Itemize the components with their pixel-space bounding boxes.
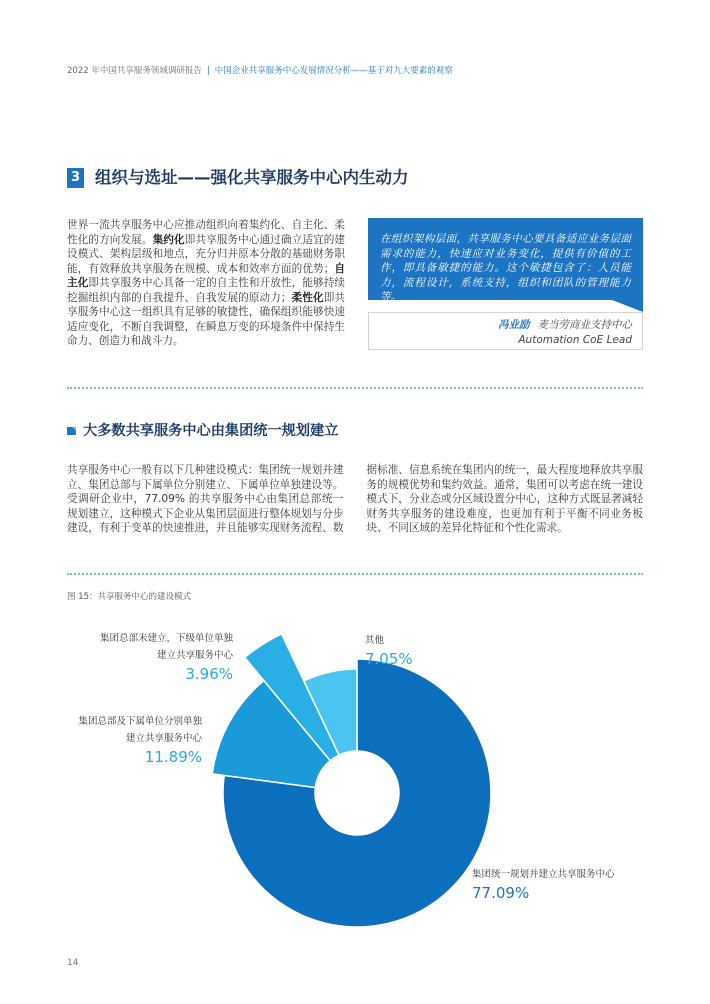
- page-number: 14: [67, 958, 79, 968]
- dotted-divider: [67, 573, 643, 575]
- intro-keyword-flexibility: 柔性化: [291, 291, 324, 304]
- pie-value-label: 77.09%: [472, 884, 530, 902]
- speaker-organization: 麦当劳商业支持中心: [537, 319, 632, 331]
- speaker-name: 冯业励: [498, 319, 530, 331]
- pie-value-label: 3.96%: [185, 665, 233, 683]
- intro-keyword-consolidation: 集约化: [152, 233, 185, 246]
- pie-label-line: 其他: [365, 635, 385, 646]
- section-number-badge: 3: [67, 168, 84, 188]
- intro-text: 即共享服务中心具备一定的自主性和开放性，能够持续挖掘组织内部的自我提升、自我发展的原动力；: [67, 277, 346, 304]
- speaker-title: Automation CoE Lead: [518, 333, 632, 346]
- figure-caption: 图 15：共享服务中心的建设模式: [67, 592, 192, 602]
- section-title: 组织与选址——强化共享服务中心内生动力: [95, 168, 409, 187]
- quote-attribution: [368, 312, 643, 350]
- pie-label-line: 建立共享服务中心: [156, 650, 233, 661]
- intro-text: 即共享服务中心这一组织具有足够的敏捷性，确保组织能够快速适应变化，不断自我调整，在瞬息万变的环境条件中保持生命力、创造力和战斗力。: [67, 291, 346, 347]
- subsection-body: 共享服务中心一般有以下几种建设模式：集团统一规划并建立、集团总部与下属单位分别建立、下属单位单独建设等。受调研企业中，77.09% 的共享服务中心由集团总部统一规划建立，这种模式下企业从集团层面进行整体规划与分步建设，有利于变革的快速推进，并且能够实现财务流程、数据标准、信息系统在集团内的统一，最大程度地释放共享服务的规模优势和集约效益。通常，集团可以考虑在统一建设模式下，分业态或分区域设置分中心，这种方式既显著减轻财务共享服务的建设难度，也更加有利于平衡不同业务板块、不同区域的差异化特征和个性化需求。: [67, 464, 643, 535]
- pie-value-label: 7.05%: [365, 650, 413, 668]
- pie-label-subsidiaries-only: [100, 630, 233, 684]
- intro-text: 即共享服务中心通过确立适宜的建设模式、架构层级和地点，充分归并原本分散的基础财务职能，有效释放共享服务在规模、成本和效率方面的优势；: [67, 233, 346, 275]
- header-separator: |: [206, 66, 210, 76]
- intro-keyword-autonomy: 自主化: [67, 262, 346, 289]
- pull-quote-text: 在组织架构层面，共享服务中心要具备适应业务层面需求的能力，快速应对业务变化，提供有价值的工作，即具备敏捷的能力。这个敏捷包含了：人员能力，流程设计，系统支持，组织和团队的管理能力等。: [380, 233, 631, 303]
- subsection-bullet-icon: [67, 427, 76, 435]
- pie-label-other: [365, 632, 413, 669]
- pie-label-hq-and-subsidiaries: [78, 713, 202, 767]
- pull-quote-tail: [612, 300, 643, 312]
- chapter-title: 中国企业共享服务中心发展情况分析——基于对九大要素的观察: [214, 66, 453, 76]
- attribution-line: [369, 318, 632, 333]
- dotted-divider: [67, 387, 643, 389]
- section-intro-paragraph: [67, 218, 345, 349]
- running-header: [67, 65, 453, 77]
- subsection-title: 大多数共享服务中心由集团统一规划建立: [83, 423, 339, 439]
- pull-quote: [368, 218, 643, 303]
- pie-label-line: 集团总部及下属单位分别单独: [78, 716, 202, 727]
- report-title: 2022 年中国共享服务领域调研报告: [67, 66, 202, 76]
- pie-label-line: 集团统一规划并建立共享服务中心: [472, 869, 615, 880]
- intro-text: 世界一流共享服务中心应推动组织向着集约化、自主化、柔性化的方向发展。: [67, 219, 345, 246]
- pie-label-line: 建立共享服务中心: [125, 733, 202, 744]
- pie-label-group-unified: [472, 866, 615, 903]
- pie-value-label: 11.89%: [144, 748, 202, 766]
- pie-label-line: 集团总部未建立，下级单位单独: [99, 633, 233, 644]
